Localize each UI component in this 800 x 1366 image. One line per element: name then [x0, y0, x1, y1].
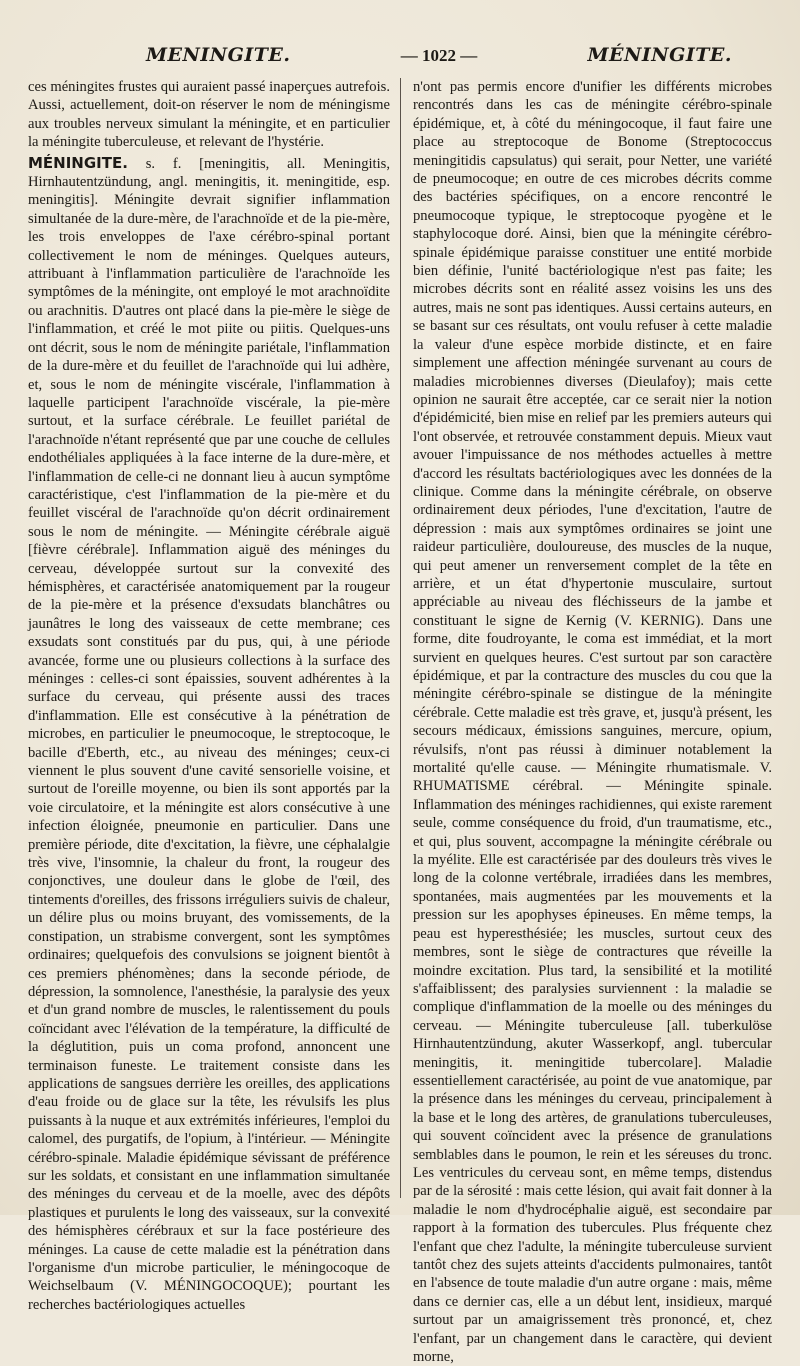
page-header: [28, 44, 772, 78]
running-head-right: MÉNINGITE.: [587, 44, 732, 66]
page-number: — 1022 —: [400, 46, 478, 65]
entry-meningite: [28, 154, 390, 1315]
two-column-body: [28, 78, 772, 1366]
entry-text: s. f. [meningitis, all. Meningitis, Hirnhautentzündung, angl. meningitis, it. meningitide, esp. meningitis]. Méningite devrait signifier inflammation simultanée de la dure-mère, de l'arachnoïde et de la pie-mère, les trois enveloppes de l'axe cérébro-spinal portant collectivement le nom de méninges. Quelques auteurs, attribuant à l'inflammation particulière de l'arachnoïde les symptômes de la méningite, ont employé le mot arachnoïdite ou arachnitis. D'autres ont placé dans la pie-mère le siège de l'inflammation, et créé le mot piite ou piitis. Quelques-uns ont décrit, sous le nom de méningite pariétale, l'inflammation de la dure-mère et du feuillet de l'arachnoïde qui lui adhère, et, sous le nom de méningite viscérale, l'inflammation à laquelle participent l'arachnoïde viscérale, la pie-mère surtout, et la surface cérébrale. Le feuillet pariétal de l'arachnoïde n'étant représenté que par une couche de cellules endothéliales appliquées à la face interne de la dure-mère, et l'inflammation de celle-ci ne donnant lieu à aucun symptôme caractéristique, c'est l'inflammation de la pie-mère et du feuillet viscéral de l'arachnoïde qu'on décrit ordinairement sous le nom de méningite. — Méningite cérébrale aiguë [fièvre cérébrale]. Inflammation aiguë des méninges du cerveau, développée surtout sur la convexité des hémisphères, et caractérisée anatomiquement par la rougeur de la pie-mère et la présence d'exsudats blanchâtres ou jaunâtres le long des vaisseaux de cette membrane; ces exsudats sont constitués par du pus, qui, à une période avancée, forme une ou plusieurs collections à la surface des méninges : celles-ci sont épaissies, souvent adhérentes à la surface du cerveau, qui présente aussi des traces d'inflammation. Elle est consécutive à la pénétration de microbes, en particulier le pneumocoque, le streptocoque, le bacille d'Eberth, etc., au niveau des méninges; ceux-ci viennent le plus souvent d'une cavité sensorielle voisine, et surtout de l'oreille moyenne, ou bien ils sont apportés par la voie circulatoire, et la méningite est alors consécutive à une infection éloignée, pneumonie en particulier. Dans une première période, dite d'excitation, la fièvre, une céphalalgie très vive, l'insomnie, la chaleur du front, la rougeur des conjonctives, une douleur dans le globe de l'œil, des tintements d'oreilles, des frissons irréguliers suivis de chaleur, un délire plus ou moins bruyant, des vomissements, de la constipation, un strabisme convergent, sont les symptômes ordinaires; quelquefois des convulsions se joignent bientôt à ces premiers phénomènes; dans la seconde période, de dépression, la somnolence, l'anesthésie, la paralysie des yeux et d'un grand nombre de muscles, le ralentissement du pouls coïncidant avec l'élévation de la température, la difficulté de la déglutition, puis un coma profond, annoncent une terminaison funeste. Le traitement consiste dans les applications de sangsues derrière les oreilles, des applications d'eau froide ou de glace sur la tête, les révulsifs les plus puissants à la nuque et aux extrémités inférieures, l'emploi du calomel, des purgatifs, de l'opium, à l'intérieur. — Méningite cérébro-spinale. Maladie épidémique sévissant de préférence sur les soldats, et consistant en une inflammation simultanée des méninges du cerveau et de la moelle, avec des dépôts plastiques et purulents le long des vaisseaux, sur la convexité des hémisphères cérébraux et sur la face postérieure des méninges. La cause de cette maladie est la pénétration dans l'organisme d'un microbe particulier, le méningocoque de Weichselbaum (V. MÉNINGOCOQUE); pourtant les recherches bactériologiques actuelles: [28, 155, 390, 1313]
right-column-text: n'ont pas permis encore d'unifier les différents microbes rencontrés dans les cas de méningite cérébro-spinale épidémique, et, à côté du méningocoque, il faut faire une place au streptocoque de Bonome (Streptococcus meningitidis capsulatus) qui serait, pour Netter, une variété de pneumocoque; en outre de ces microbes décrits comme des bactéries spécifiques, on a encore rencontré le pneumocoque typique, le streptocoque pyogène et le staphylocoque doré. Ainsi, bien que la méningite cérébro-spinale épidémique paraisse constituer une entité morbide bien définie, l'unité bactériologique n'est pas faite; les microbes décrits sont en réalité assez voisins les uns des autres, mais ne sont pas identiques. Aussi certains auteurs, en se basant sur ces résultats, ont voulu refuser à cette maladie la valeur d'une espèce morbide distincte, et en faire simplement une affection méningée survenant au cours de maladies microbiennes diverses (Dieulafoy); mais cette opinion ne saurait être acceptée, car ce serait nier la notion d'épidémicité, bien mise en relief par les premiers auteurs qui l'ont observée, et retrouvée constamment depuis. Mieux vaut avouer l'impuissance de nos méthodes actuelles à mettre d'accord les résultats bactériologiques avec les données de la clinique. Comme dans la méningite cérébrale, on observe ordinairement deux périodes, l'une d'excitation, l'autre de dépression : mais aux symptômes ordinaires se joint une raideur particulière, douloureuse, des muscles de la nuque, qui peut amener un renversement complet de la tête en arrière, et un état d'hypertonie musculaire, surtout appréciable au niveau des fléchisseurs de la jambe et constituant le signe de Kernig (V. KERNIG). Dans une forme, dite foudroyante, le coma est immédiat, et la mort survient en quelques heures. C'est surtout par son caractère épidémique, et par la contracture des muscles du cou que la méningite cérébro-spinale se distingue de la méningite cérébrale. Cette maladie est très grave, et, jusqu'à présent, les secours médicaux, émissions sanguines, mercure, opium, révulsifs, n'ont pas réussi à diminuer notablement la mortalité qu'elle cause. — Méningite rhumatismale. V. RHUMATISME cérébral. — Méningite spinale. Inflammation des méninges rachidiennes, qui existe rarement seule, comme conséquence du froid, d'un traumatisme, etc., et qui, plus souvent, accompagne la méningite cérébrale ou la myélite. Elle est caractérisée par des douleurs très vives le long de la colonne vertébrale, irradiées dans les membres, spontanées, mais augmentées par les mouvements et la pression sur les apophyses épineuses. En même temps, la peau est hyperesthésiée; les muscles, surtout ceux des membres, sont le siège de contractures que réveille la moindre excitation. Plus tard, la sensibilité et la motilité s'affaiblissent; des paralysies surviennent : la maladie se complique d'inflammation de la moelle ou des méninges du cerveau. — Méningite tuberculeuse [all. tuberkulöse Hirnhautentzündung, akuter Wasserkopf, angl. tubercular meningitis, it. meningitide tubercolare]. Maladie essentiellement caractérisée, au point de vue anatomique, par la présence dans les méninges du cerveau, principalement à la base et le long des artères, de granulations tuberculeuses, qui souvent coïncident avec la présence de granulations semblables dans le poumon, le rein et les séreuses du tronc. Les ventricules du cerveau sont, en même temps, distendus par de la sérosité : mais cette lésion, qui avait fait donner à la maladie le nom d'hydrocéphalie aiguë, est secondaire par rapport à la formation des tubercules. Plus fréquente chez l'enfant que chez l'adulte, la méningite tuberculeuse survient tantôt chez des sujets atteints d'accidents pulmonaires, tantôt en l'absence de toute maladie d'un autre organe : mais, même dans ce dernier cas, elle a un début lent, insidieux, marqué surtout par un amaigrissement très prononcé, et, chez l'enfant, par un changement dans le caractère, qui devient morne,: [413, 79, 772, 1366]
continued-paragraph: ces méningites frustes qui auraient passé inaperçues autrefois. Aussi, actuellement, doit-on réserver le nom de méningisme aux troubles nerveux simulant la méningite, et en particulier la méningite tuberculeuse, et relevant de l'hystérie.: [28, 79, 390, 151]
right-column: [400, 78, 772, 1366]
left-column: [28, 78, 400, 1313]
running-head-left: MENINGITE.: [146, 44, 291, 66]
entry-headword: MÉNINGITE.: [28, 153, 128, 172]
